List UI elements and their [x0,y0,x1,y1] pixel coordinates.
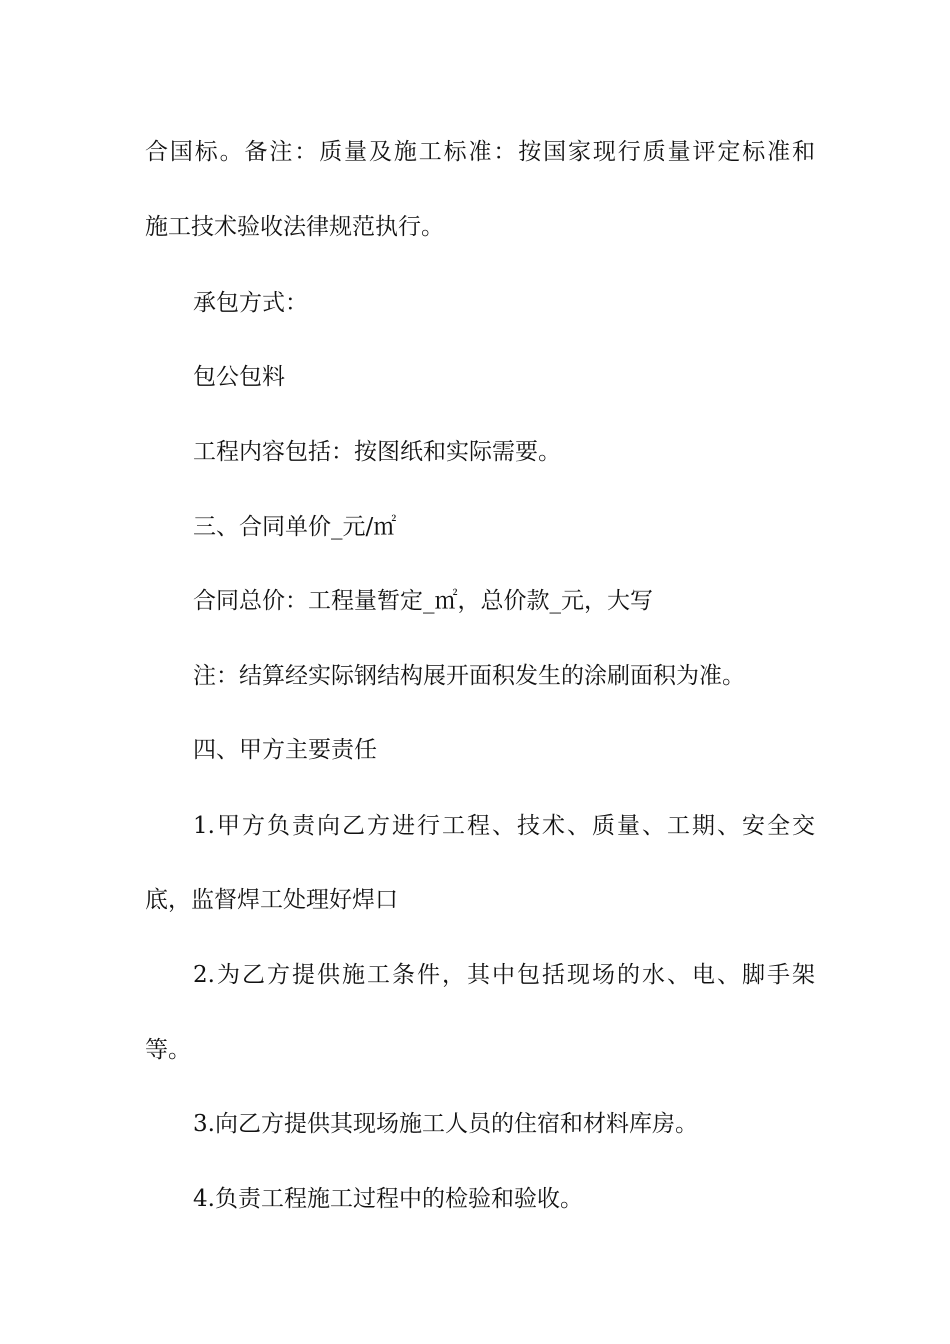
paragraph-line: 包公包料 [193,364,285,390]
list-item: 1.甲方负责向乙方进行工程、技术、质量、工期、安全交 [193,813,815,839]
section-heading: 三、合同单价_元/㎡ [193,514,397,540]
paragraph-line: 承包方式： [193,290,308,316]
section-heading: 四、甲方主要责任 [193,737,377,763]
list-item: 2.为乙方提供施工条件，其中包括现场的水、电、脚手架 [193,962,815,988]
paragraph-line: 等。 [145,1037,191,1063]
paragraph-line: 工程内容包括：按图纸和实际需要。 [193,439,561,465]
paragraph-line: 合同总价：工程量暂定_㎡，总价款_元，大写 [193,588,653,614]
paragraph-line: 合国标。备注：质量及施工标准：按国家现行质量评定标准和 [145,139,815,165]
list-item: 4.负责工程施工过程中的检验和验收。 [193,1186,583,1212]
list-item: 3.向乙方提供其现场施工人员的住宿和材料库房。 [193,1111,698,1137]
paragraph-line: 底，监督焊工处理好焊口 [145,887,398,913]
paragraph-line: 注：结算经实际钢结构展开面积发生的涂刷面积为准。 [193,663,745,689]
paragraph-line: 施工技术验收法律规范执行。 [145,214,444,240]
